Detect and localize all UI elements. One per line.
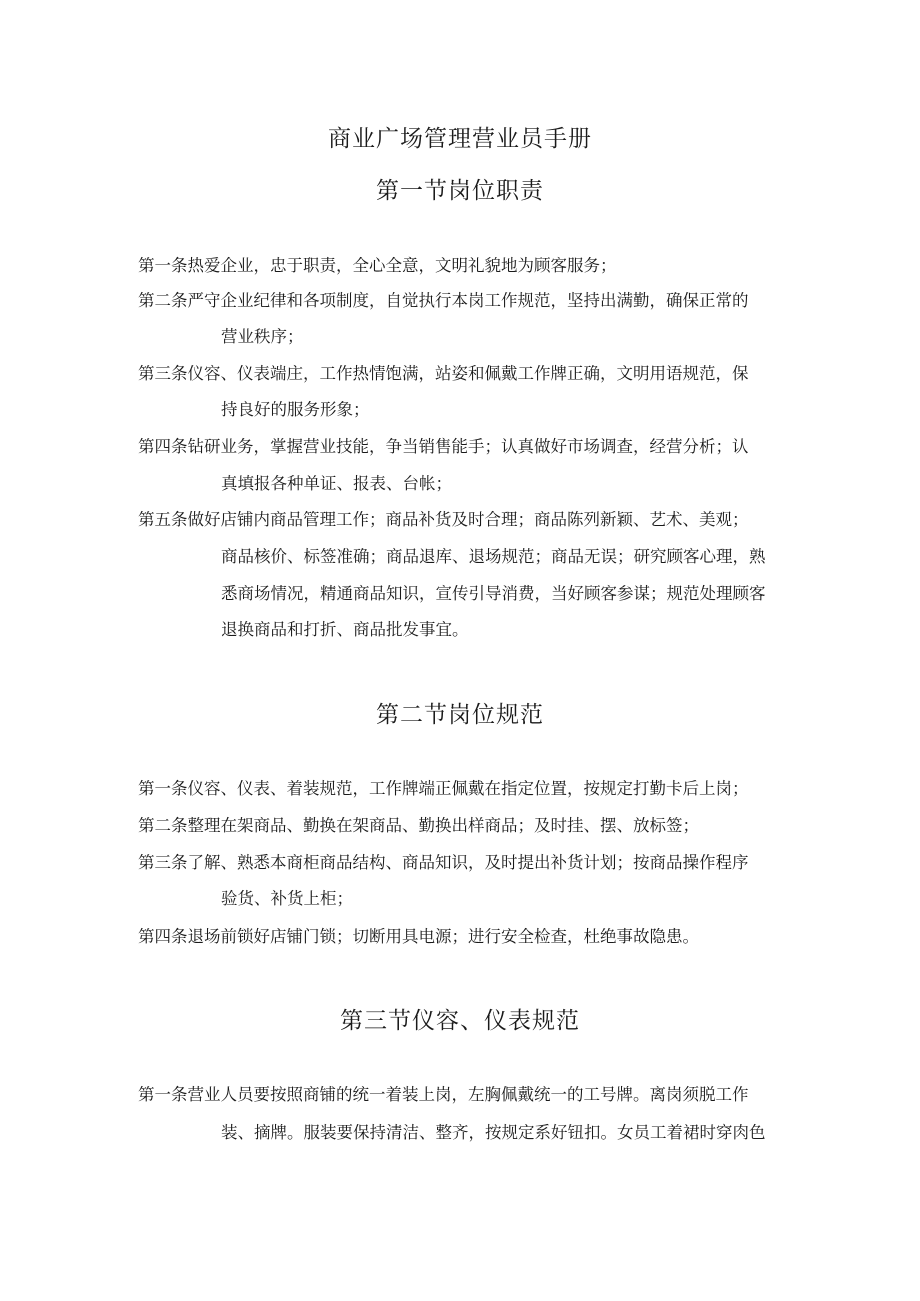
section-1-article-2-cont: 营业秩序；	[221, 327, 304, 346]
section-3-article-1-cont: 装、摘牌。服装要保持清洁、整齐，按规定系好钮扣。女员工着裙时穿肉色	[221, 1123, 766, 1142]
section-2-article-3: 第三条了解、熟悉本商柜商品结构、商品知识，及时提出补货计划；按商品操作程序	[138, 853, 749, 872]
section-2-article-2: 第二条整理在架商品、勤换在架商品、勤换出样商品；及时挂、摆、放标签；	[138, 816, 699, 835]
section-1-article-4-cont: 真填报各种单证、报表、台帐；	[221, 474, 452, 493]
section-1-article-4: 第四条钻研业务，掌握营业技能，争当销售能手；认真做好市场调查，经营分析；认	[138, 437, 749, 456]
section-1-article-5-cont-2: 悉商场情况，精通商品知识，宣传引导消费，当好顾客参谋；规范处理顾客	[221, 584, 766, 603]
section-2-title: 第二节岗位规范	[376, 702, 544, 728]
section-1-article-5-cont-3: 退换商品和打折、商品批发事宜。	[221, 620, 469, 639]
section-1-article-3: 第三条仪容、仪表端庄，工作热情饱满，站姿和佩戴工作牌正确，文明用语规范，保	[138, 364, 749, 383]
section-1-article-2: 第二条严守企业纪律和各项制度，自觉执行本岗工作规范，坚持出满勤，确保正常的	[138, 291, 749, 310]
section-2-article-3-cont: 验货、补货上柜；	[221, 889, 353, 908]
section-1-title: 第一节岗位职责	[376, 178, 544, 204]
section-1-article-5: 第五条做好店铺内商品管理工作；商品补货及时合理；商品陈列新颖、艺术、美观；	[138, 510, 749, 529]
section-1-article-1: 第一条热爱企业，忠于职责，全心全意，文明礼貌地为顾客服务；	[138, 256, 617, 275]
section-1-article-3-cont: 持良好的服务形象；	[221, 400, 370, 419]
section-3-article-1: 第一条营业人员要按照商铺的统一着装上岗，左胸佩戴统一的工号牌。离岗须脱工作	[138, 1085, 749, 1104]
document-title: 商业广场管理营业员手册	[328, 126, 592, 152]
section-3-title: 第三节仪容、仪表规范	[340, 1008, 580, 1034]
section-2-article-4: 第四条退场前锁好店铺门锁；切断用具电源；进行安全检查，杜绝事故隐患。	[138, 927, 699, 946]
section-2-article-1: 第一条仪容、仪表、着装规范，工作牌端正佩戴在指定位置，按规定打勤卡后上岗；	[138, 779, 749, 798]
section-1-article-5-cont-1: 商品核价、标签准确；商品退库、退场规范；商品无误；研究顾客心理，熟	[221, 547, 766, 566]
